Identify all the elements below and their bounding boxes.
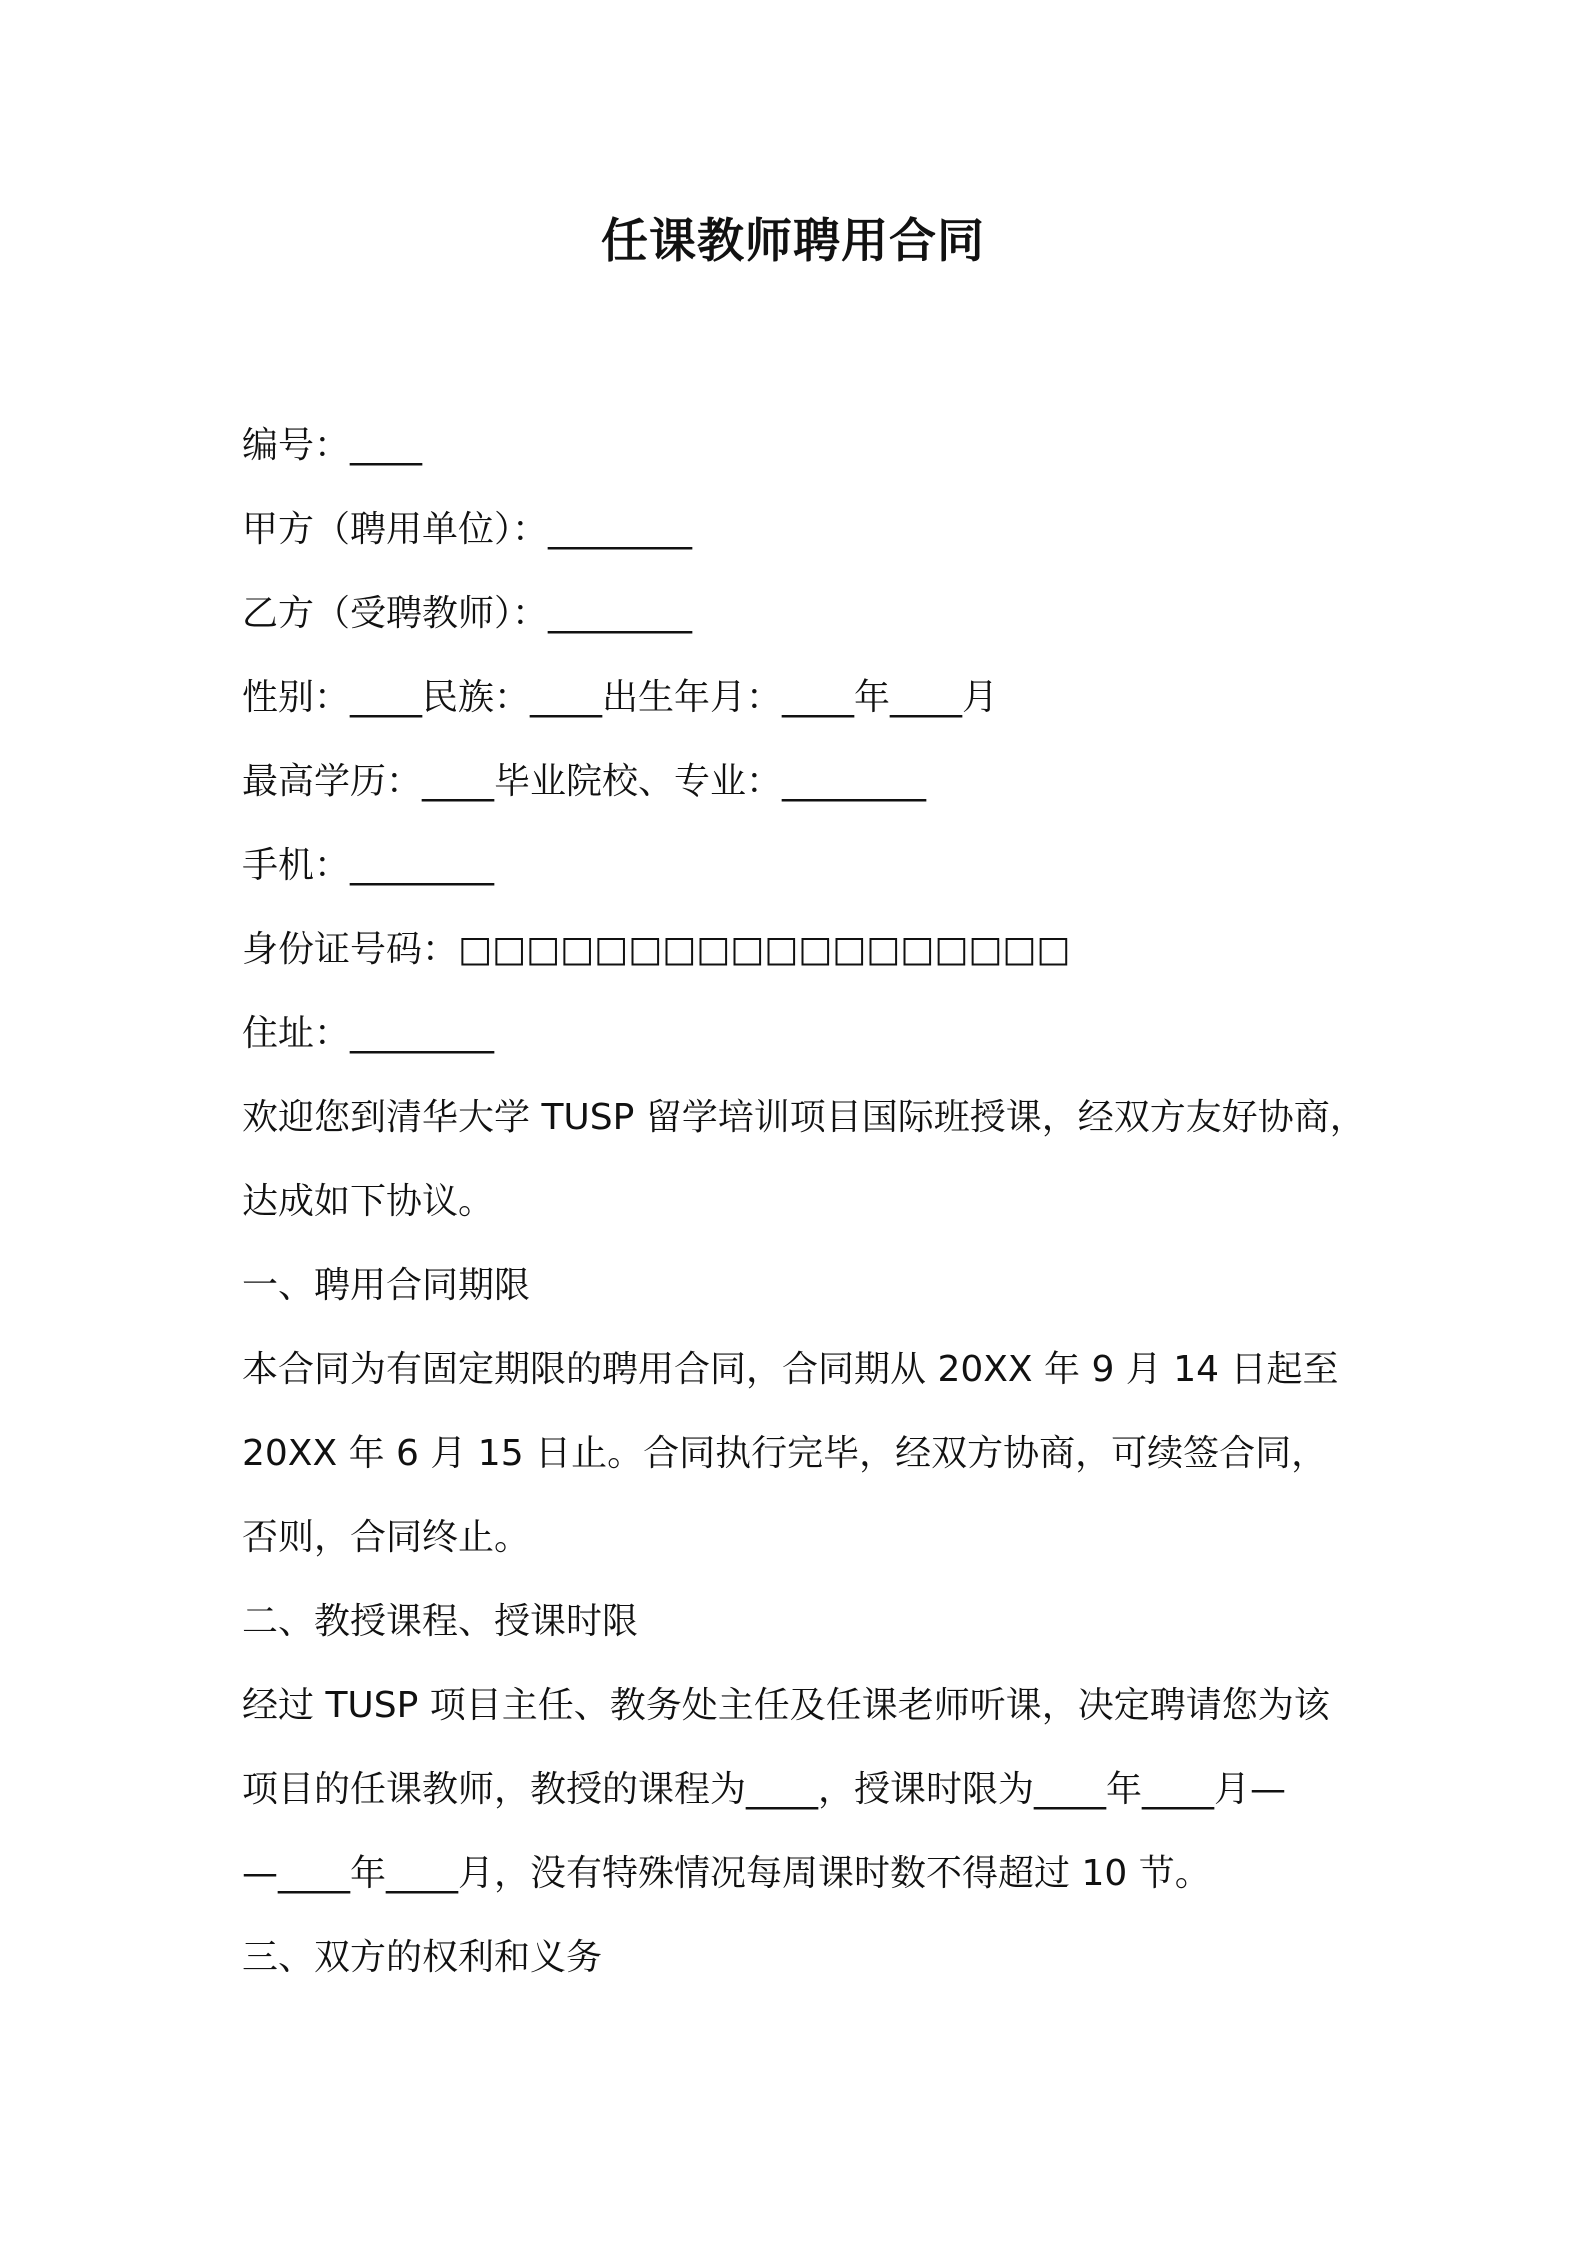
field-phone: 手机：________ <box>242 845 495 886</box>
intro-paragraph-line-2: 达成如下协议。 <box>242 1181 495 1222</box>
field-address: 住址：________ <box>242 1013 495 1054</box>
intro-paragraph-line-1: 欢迎您到清华大学 TUSP 留学培训项目国际班授课，经双方友好协商， <box>242 1097 1366 1138</box>
section-heading-3: 三、双方的权利和义务 <box>242 1937 603 1978</box>
field-party-a: 甲方（聘用单位）：________ <box>242 509 693 550</box>
section-1-paragraph-line-2: 20XX 年 6 月 15 日止。合同执行完毕，经双方协商，可续签合同， <box>242 1433 1328 1474</box>
document-title: 任课教师聘用合同 <box>601 214 985 269</box>
field-education: 最高学历：____毕业院校、专业：________ <box>242 761 927 802</box>
section-heading-1: 一、聘用合同期限 <box>242 1265 531 1306</box>
section-2-paragraph-line-3: —____年____月，没有特殊情况每周课时数不得超过 10 节。 <box>242 1853 1211 1894</box>
section-1-paragraph-line-1: 本合同为有固定期限的聘用合同，合同期从 20XX 年 9 月 14 日起至 <box>242 1349 1339 1390</box>
section-2-paragraph-line-2: 项目的任课教师，教授的课程为____，授课时限为____年____月— <box>242 1769 1287 1810</box>
field-gender-ethnicity-birth: 性别：____民族：____出生年月：____年____月 <box>242 677 999 718</box>
field-party-b: 乙方（受聘教师）：________ <box>242 593 693 634</box>
field-id-number: 身份证号码：□□□□□□□□□□□□□□□□□□ <box>242 929 1071 970</box>
section-2-paragraph-line-1: 经过 TUSP 项目主任、教务处主任及任课老师听课，决定聘请您为该 <box>242 1685 1330 1726</box>
section-heading-2: 二、教授课程、授课时限 <box>242 1601 639 1642</box>
section-1-paragraph-line-3: 否则，合同终止。 <box>242 1517 531 1558</box>
field-serial-number: 编号：____ <box>242 425 423 466</box>
document-body <box>242 404 1392 2000</box>
